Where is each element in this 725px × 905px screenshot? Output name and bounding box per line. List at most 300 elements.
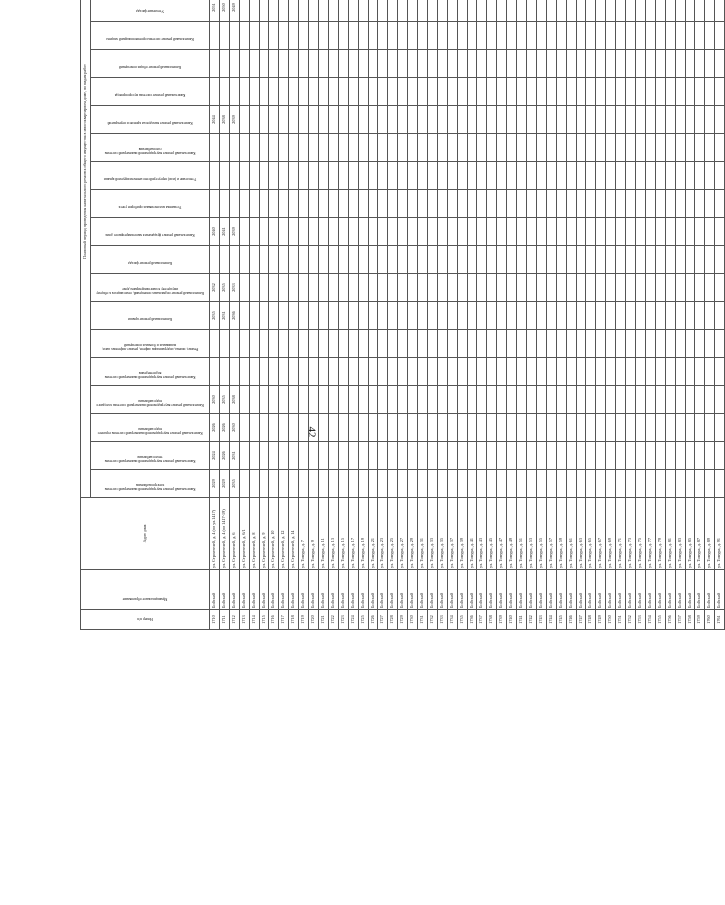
row-number: 1716 [269, 610, 279, 630]
year-cell [338, 414, 348, 442]
year-cell [338, 50, 348, 78]
year-cell: 2041 [219, 218, 229, 246]
year-cell [378, 0, 388, 22]
year-cell [358, 22, 368, 50]
year-cell [408, 162, 418, 190]
year-cell [348, 162, 358, 190]
year-cell [596, 162, 606, 190]
year-cell [695, 22, 705, 50]
row-town: Бийский [309, 570, 319, 610]
year-cell [457, 274, 467, 302]
year-cell [348, 0, 358, 22]
year-cell [655, 78, 665, 106]
year-cell [507, 386, 517, 414]
year-cell [318, 358, 328, 386]
year-cell [289, 78, 299, 106]
year-cell [418, 134, 428, 162]
year-cell [705, 134, 715, 162]
year-cell [616, 470, 626, 498]
year-cell [477, 470, 487, 498]
year-cell [427, 274, 437, 302]
year-cell [467, 78, 477, 106]
year-cell [576, 246, 586, 274]
year-cell [368, 246, 378, 274]
table-row [309, 0, 319, 630]
row-town: Бийский [467, 570, 477, 610]
year-cell [388, 414, 398, 442]
year-cell [497, 274, 507, 302]
year-cell [586, 414, 596, 442]
year-cell [527, 330, 537, 358]
year-cell [259, 470, 269, 498]
table-row [427, 0, 437, 630]
year-cell [318, 106, 328, 134]
year-cell: 2035 [219, 274, 229, 302]
year-cell [358, 50, 368, 78]
year-cell [239, 0, 249, 22]
year-cell [219, 162, 229, 190]
year-cell [675, 302, 685, 330]
year-cell: 2030 [210, 386, 220, 414]
year-cell [437, 442, 447, 470]
year-cell [546, 134, 556, 162]
year-cell [477, 50, 487, 78]
year-cell [507, 50, 517, 78]
year-cell [645, 470, 655, 498]
year-cell [536, 22, 546, 50]
row-address: ул. Тимура, д. 23 [378, 498, 388, 570]
year-cell [269, 78, 279, 106]
year-cell [229, 162, 239, 190]
year-cell [497, 162, 507, 190]
year-cell [269, 246, 279, 274]
year-cell [437, 0, 447, 22]
year-cell [418, 386, 428, 414]
year-cell [358, 0, 368, 22]
year-cell [378, 274, 388, 302]
year-cell [309, 414, 319, 442]
table-row [536, 0, 546, 630]
year-cell [695, 246, 705, 274]
table-row [695, 0, 705, 630]
year-cell [546, 78, 556, 106]
row-address: ул. Строителей, д. 12 [279, 498, 289, 570]
year-cell [210, 22, 220, 50]
year-cell [219, 358, 229, 386]
year-cell [606, 386, 616, 414]
year-cell [487, 274, 497, 302]
year-cell [616, 0, 626, 22]
year-cell [477, 386, 487, 414]
year-cell [477, 190, 487, 218]
year-cell [249, 190, 259, 218]
year-cell [348, 358, 358, 386]
year-cell [457, 78, 467, 106]
row-town: Бийский [318, 570, 328, 610]
year-cell [635, 470, 645, 498]
year-cell [408, 190, 418, 218]
year-cell [527, 0, 537, 22]
year-cell [437, 162, 447, 190]
year-cell: 2038 [229, 386, 239, 414]
year-cell [606, 134, 616, 162]
year-cell [635, 190, 645, 218]
year-cell [279, 414, 289, 442]
row-number: 1744 [546, 610, 556, 630]
row-address: ул. Тимура, д. 53 [527, 498, 537, 570]
year-cell [358, 414, 368, 442]
year-cell [566, 274, 576, 302]
year-cell [418, 0, 428, 22]
row-number: 1745 [556, 610, 566, 630]
year-cell [616, 78, 626, 106]
year-cell [259, 162, 269, 190]
year-cell [398, 218, 408, 246]
year-cell [596, 22, 606, 50]
row-number: 1715 [259, 610, 269, 630]
year-cell [309, 22, 319, 50]
year-cell [309, 470, 319, 498]
year-cell [487, 50, 497, 78]
year-cell [487, 0, 497, 22]
row-address: ул. Тимура, д. 73 [626, 498, 636, 570]
year-cell [675, 162, 685, 190]
year-cell [626, 274, 636, 302]
table-row [418, 0, 428, 630]
year-cell [695, 78, 705, 106]
row-town: Бийский [378, 570, 388, 610]
year-cell [358, 78, 368, 106]
row-address: ул. Тимура, д. 13 [328, 498, 338, 570]
year-cell [645, 386, 655, 414]
year-cell [655, 22, 665, 50]
year-cell [616, 442, 626, 470]
year-cell [626, 218, 636, 246]
header-row-group [81, 0, 91, 630]
row-number: 1747 [576, 610, 586, 630]
year-cell [705, 414, 715, 442]
year-cell [576, 386, 586, 414]
row-address: ул. Тимура, д. 67 [596, 498, 606, 570]
header-work: Капитальный ремонт внутридомовой инженерной системы газоснабжения [91, 134, 210, 162]
year-cell [685, 190, 695, 218]
header-work: Ремонт, замена, модернизация лифтов, ремонт лифтовых шахт, машинных и блочных помещений [91, 330, 210, 358]
row-number: 1741 [517, 610, 527, 630]
year-cell [269, 22, 279, 50]
year-cell [368, 190, 378, 218]
year-cell [219, 50, 229, 78]
year-cell [467, 218, 477, 246]
year-cell [259, 50, 269, 78]
row-town: Бийский [626, 570, 636, 610]
year-cell [368, 134, 378, 162]
header-address: Адрес дома [81, 498, 210, 570]
year-cell [427, 162, 437, 190]
row-town: Бийский [269, 570, 279, 610]
row-number: 1756 [665, 610, 675, 630]
year-cell [249, 22, 259, 50]
row-address: ул. Строителей, д. 4 (по 1417-19) [219, 498, 229, 570]
row-address: ул. Тимура, д. 59 [556, 498, 566, 570]
year-cell [279, 0, 289, 22]
header-work: Капитальный ремонт внутридомовой инженерной системы холодного водоснабжения [91, 386, 210, 414]
year-cell [318, 246, 328, 274]
year-cell [536, 106, 546, 134]
year-cell [616, 358, 626, 386]
year-cell [338, 330, 348, 358]
year-cell [606, 190, 616, 218]
year-cell [328, 386, 338, 414]
year-cell [467, 22, 477, 50]
year-cell [606, 442, 616, 470]
year-cell [477, 246, 487, 274]
year-cell [685, 134, 695, 162]
row-address: ул. Тимура, д. 61 [566, 498, 576, 570]
row-address: ул. Тимура, д. 35 [437, 498, 447, 570]
year-cell [259, 330, 269, 358]
year-cell: 2044 [210, 106, 220, 134]
year-cell [517, 274, 527, 302]
year-cell [447, 470, 457, 498]
year-cell [368, 442, 378, 470]
year-cell [546, 358, 556, 386]
year-cell [477, 22, 487, 50]
year-cell [497, 358, 507, 386]
year-cell [378, 302, 388, 330]
year-cell [507, 302, 517, 330]
year-cell [269, 414, 279, 442]
year-cell [437, 78, 447, 106]
year-cell [378, 330, 388, 358]
row-number: 1719 [299, 610, 309, 630]
row-number: 1736 [467, 610, 477, 630]
year-cell [437, 386, 447, 414]
year-cell [546, 162, 556, 190]
year-cell [269, 386, 279, 414]
row-town: Бийский [507, 570, 517, 610]
year-cell [388, 0, 398, 22]
year-cell [358, 358, 368, 386]
row-town: Бийский [527, 570, 537, 610]
year-cell [418, 78, 428, 106]
year-cell [655, 50, 665, 78]
year-cell [427, 386, 437, 414]
year-cell [289, 470, 299, 498]
year-cell [665, 302, 675, 330]
row-number: 1723 [338, 610, 348, 630]
row-number: 1717 [279, 610, 289, 630]
year-cell [299, 442, 309, 470]
year-cell [635, 22, 645, 50]
year-cell [497, 218, 507, 246]
year-cell [239, 330, 249, 358]
year-cell [665, 50, 675, 78]
year-cell [388, 106, 398, 134]
year-cell [556, 414, 566, 442]
year-cell [269, 218, 279, 246]
year-cell [685, 50, 695, 78]
table-row [487, 0, 497, 630]
table-row [665, 0, 675, 630]
year-cell [338, 246, 348, 274]
year-cell [467, 190, 477, 218]
year-cell [497, 134, 507, 162]
year-cell [586, 302, 596, 330]
row-number: 1737 [477, 610, 487, 630]
year-cell [210, 162, 220, 190]
row-address: ул. Тимура, д. 45 [487, 498, 497, 570]
year-cell [507, 330, 517, 358]
table-row [655, 0, 665, 630]
year-cell [685, 358, 695, 386]
year-cell [259, 414, 269, 442]
year-cell [259, 302, 269, 330]
year-cell [536, 302, 546, 330]
year-cell [229, 22, 239, 50]
year-cell [368, 22, 378, 50]
year-cell [239, 386, 249, 414]
year-cell [418, 442, 428, 470]
year-cell [378, 22, 388, 50]
header-work: Капитальный ремонт внутридомовой инженерной системы водоотведения [91, 358, 210, 386]
year-cell [626, 190, 636, 218]
year-cell [457, 134, 467, 162]
year-cell [487, 330, 497, 358]
year-cell [210, 330, 220, 358]
year-cell [685, 330, 695, 358]
year-cell [318, 442, 328, 470]
year-cell [348, 134, 358, 162]
table-row [447, 0, 457, 630]
year-cell [566, 134, 576, 162]
year-cell [219, 190, 229, 218]
year-cell [596, 330, 606, 358]
year-cell [665, 358, 675, 386]
year-cell [596, 106, 606, 134]
year-cell [705, 358, 715, 386]
year-cell [675, 442, 685, 470]
year-cell [467, 442, 477, 470]
year-cell [477, 162, 487, 190]
year-cell [705, 386, 715, 414]
table-row [566, 0, 576, 630]
row-town: Бийский [229, 570, 239, 610]
year-cell [279, 470, 289, 498]
year-cell [527, 106, 537, 134]
year-cell [645, 218, 655, 246]
year-cell [586, 358, 596, 386]
row-town: Бийский [299, 570, 309, 610]
year-cell [576, 218, 586, 246]
year-cell [259, 134, 269, 162]
year-cell [616, 414, 626, 442]
year-cell [507, 22, 517, 50]
year-cell [596, 218, 606, 246]
year-cell [398, 78, 408, 106]
year-cell [626, 134, 636, 162]
header-work: Капитальный ремонт крыши [91, 302, 210, 330]
year-cell [536, 134, 546, 162]
year-cell [616, 218, 626, 246]
year-cell [279, 190, 289, 218]
year-cell [368, 414, 378, 442]
row-number: 1746 [566, 610, 576, 630]
year-cell [437, 22, 447, 50]
year-cell [289, 358, 299, 386]
row-town: Бийский [249, 570, 259, 610]
table-row [556, 0, 566, 630]
year-cell [378, 162, 388, 190]
year-cell [418, 218, 428, 246]
capital-repair-schedule-table [80, 0, 725, 630]
year-cell [457, 470, 467, 498]
row-address: ул. Тимура, д. 69 [606, 498, 616, 570]
year-cell [338, 442, 348, 470]
table-row [358, 0, 368, 630]
year-cell [358, 302, 368, 330]
row-number: 1760 [705, 610, 715, 630]
year-cell [586, 246, 596, 274]
year-cell [328, 218, 338, 246]
year-cell [536, 442, 546, 470]
year-cell [328, 190, 338, 218]
year-cell [398, 162, 408, 190]
year-cell [358, 162, 368, 190]
row-address: ул. Тимура, д. 81 [665, 498, 675, 570]
year-cell [299, 78, 309, 106]
table-row [517, 0, 527, 630]
row-address: ул. Тимура, д. 9 [309, 498, 319, 570]
year-cell [398, 414, 408, 442]
row-address: ул. Тимура, д. 71 [616, 498, 626, 570]
year-cell [527, 162, 537, 190]
year-cell [388, 442, 398, 470]
year-cell [576, 162, 586, 190]
year-cell [685, 106, 695, 134]
year-cell [447, 358, 457, 386]
year-cell [586, 218, 596, 246]
table-row [388, 0, 398, 630]
year-cell: 2031 [229, 442, 239, 470]
row-number: 1743 [536, 610, 546, 630]
row-address: ул. Тимура, д. 89 [705, 498, 715, 570]
year-cell [348, 246, 358, 274]
year-cell [408, 218, 418, 246]
year-cell [338, 218, 348, 246]
year-cell [665, 0, 675, 22]
year-cell [606, 274, 616, 302]
year-cell [408, 414, 418, 442]
year-cell [715, 330, 725, 358]
table-row [239, 0, 249, 630]
year-cell [596, 246, 606, 274]
year-cell [586, 106, 596, 134]
year-cell [635, 274, 645, 302]
year-cell [289, 330, 299, 358]
year-cell [408, 358, 418, 386]
row-number: 1728 [388, 610, 398, 630]
year-cell [309, 246, 319, 274]
year-cell [527, 218, 537, 246]
year-cell [408, 134, 418, 162]
year-cell [418, 162, 428, 190]
year-cell [279, 134, 289, 162]
year-cell: 2026 [219, 442, 229, 470]
year-cell [586, 442, 596, 470]
year-cell [309, 106, 319, 134]
year-cell [427, 414, 437, 442]
year-cell: 2049 [229, 0, 239, 22]
